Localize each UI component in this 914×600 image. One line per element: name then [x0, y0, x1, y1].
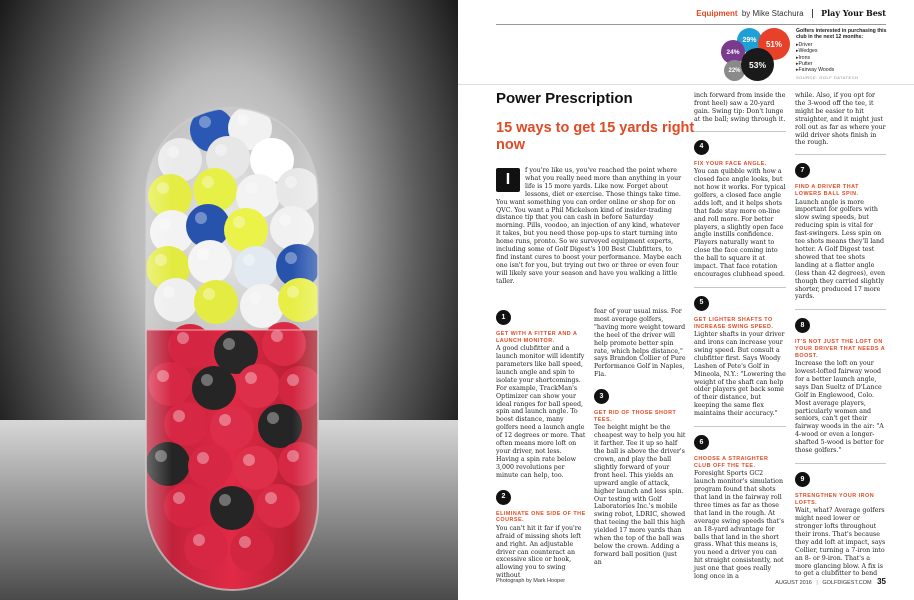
byline: by Mike Stachura: [741, 9, 804, 18]
tip-continued-text: fear of your usual miss. For most average golfers, "having more weight toward the heel of the driver will help promote better spin rate, which helps distance," says Brandon Collier of Pure Performance Golf in Naples, Fla.: [594, 308, 686, 379]
legend-item-wedges: ▸ Wedges: [796, 48, 896, 54]
column-label: Play Your Best: [821, 8, 886, 18]
tip-text: Tee height might be the cheapest way to help you hit it farther. Tee it up so half the ball is above the driver's crown, and play the ball slightly forward of your front heel. This yields an upward angle of attack, higher launch and less spin. Our testing with Golf Laboratories Inc.'s mobile swing robot, LDRIC, showed that teeing the ball this high yielded 17 more yards than when the top of the ball was below the crown. Adding a forward ball position (just an: [594, 424, 686, 566]
article-deck: 15 ways to get 15 yards right now: [496, 120, 695, 153]
tip-text: A good clubfitter and a launch monitor will identify parameters like ball speed, launch angle and spin to isolate your shortcomings. For example, TrackMan's Optimizer can show your ideal ranges for ball speed, spin and launch angle. To boost distance, many golfers need a launch angle of 12 degrees or more. That often means more loft on your driver, not less. Having a spin rate below 3,000 revolutions per minute can help, too.: [496, 345, 586, 479]
column-3: [694, 92, 786, 581]
column-4: [795, 92, 886, 578]
bubble-irons: 24%: [721, 40, 745, 64]
tip-text: Foresight Sports GC2 launch monitor's simulation program found that shots that land in the fairway roll three times as far as those that land in the rough. At average swing speeds that's an 18-yard advantage for balls that land in the short grass. What this means is, you need a driver you can hit straight consistently, not just one that goes really long once in a: [694, 470, 785, 581]
article-intro: I f you're like us, you've reached the point where what you really need more than anything in your life is 15 more yards. Like now. Forget about lessons, diet or exercise. Those things take time. You want something you can order online or shop for on QVC. You want a Phil Mickelson kind of insider-trading distance tip that you can cash in before Saturday morning. Pills, voodoo, an injection of any kind, whatever it takes, but you need those pop-ups to start turning into home runs, pronto. So we surveyed equipment experts, including some of Golf Digest's 100 Best Clubfitters, to find instant cures to boost your performance. Maybe each one isn't for you, but trying out two or three or even four will likely save your season and have you walking a little taller.: [496, 167, 682, 285]
tip-number: 9: [795, 472, 810, 487]
legend-item-driver: ▸ Driver: [796, 42, 896, 48]
tip-title: ELIMINATE ONE SIDE OF THE COURSE.: [496, 510, 586, 524]
tip-text: Lighter shafts in your driver and irons can increase your swing speed. But consult a clubfitter first. Says Woody Lashen of Pete's Golf in Mineola, N.Y.: "Lowering the weight of the shaft can help older players get back some of their distance, but keeping the same flex maintains their accuracy.": [694, 331, 786, 418]
drop-cap: I: [496, 168, 520, 192]
tip-text: Increase the loft on your lowest-lofted fairway wood for a better launch angle, says Dan Sueltz of D'Lance Golf in Englewood, Colo. Most average players, particularly women and seniors, can't get their fairway woods in the air: "A 4-wood or even a longer-shafted 5-wood is better for those golfers.": [795, 360, 884, 455]
bubble-fairway-woods: 53%: [741, 48, 774, 81]
tip-number: 7: [795, 163, 810, 178]
tip-title: GET LIGHTER SHAFTS TO INCREASE SWING SPEED.: [694, 316, 774, 330]
tip-title: FIX YOUR FACE ANGLE.: [694, 160, 767, 167]
tip-text: You can quibble with how a closed face angle looks, but not how it works. For typical golfers, a closed face angle adds loft, and it helps shots that fade stay more on-line and roll more. For better players, a slightly open face angle instills confidence. Players naturally want to close the face coming into the ball to square it at impact. That face rotation encourages clubhead speed.: [694, 168, 786, 278]
tip-title: STRENGTHEN YOUR IRON LOFTS.: [795, 492, 875, 506]
chart-legend: [796, 28, 896, 81]
chart-title: Golfers interested in purchasing this club in the next 12 months:: [796, 28, 887, 41]
issue-date: AUGUST 2016: [775, 580, 812, 586]
chart-divider: [458, 84, 914, 85]
tip-number: 1: [496, 310, 511, 325]
photo-credit: Photograph by Mark Hooper: [496, 578, 566, 584]
tip-number: 4: [694, 140, 709, 155]
page-header: [458, 8, 886, 24]
tip-text: Launch angle is more important for golfers with slow swing speeds, but reducing spin is vital for fast-swingers. Less spin on tee shots means they'll land hotter. A Golf Digest test showed that tee shots landing at a flatter angle (less than 42 degrees), even though they carried slightly shorter, produced 17 more yards.: [795, 198, 886, 301]
page-number: 35: [877, 577, 886, 586]
tip-number: 2: [496, 490, 511, 505]
tip-title: IT'S NOT JUST THE LOFT ON YOUR DRIVER THAT NEEDS A BOOST.: [795, 339, 885, 359]
bubble-driver: 51%: [758, 28, 790, 60]
tip-title: GET RID OF THOSE SHORT TEES.: [594, 410, 677, 423]
tip-number: 3: [594, 389, 609, 404]
tip-title: FIND A DRIVER THAT LOWERS BALL SPIN.: [795, 184, 859, 197]
tip-text: You can't hit it far if you're afraid of missing shots left and right. An adjustable driver can counteract an excessive slice or hook, allowing you to swing without: [496, 524, 582, 580]
page-footer: AUGUST 2016 | GOLFDIGEST.COM 35: [775, 577, 886, 586]
tip-number: 5: [694, 296, 709, 311]
legend-item-putter: ▸ Putter: [796, 61, 896, 67]
tip-continued-text: inch forward from inside the front heel) saw a 20-yard gain. Swing tip: Don't lunge at the ball; swing through it.: [694, 92, 786, 123]
tip-title: GET WITH A FITTER AND A LAUNCH MONITOR.: [496, 331, 578, 344]
header-rule: [496, 24, 886, 25]
article-title: Power Prescription: [496, 90, 633, 107]
legend-item-fairway-woods: ▸ Fairway Woods: [796, 67, 896, 73]
bubble-wedges: 29%: [737, 28, 762, 53]
bubble-putter: 22%: [724, 60, 745, 81]
tip-text: Wait, what? Average golfers might need lower or stronger lofts throughout their irons. That's because they add loft at impact, says Collier, turning a 7-iron into an 8- or 9-iron. That's a more glancing blow. A fix is to get a clubfitter to bend: [795, 507, 886, 578]
legend-item-irons: ▸ Irons: [796, 55, 896, 61]
chart-source: SOURCE: GOLF DATATECH: [796, 74, 859, 80]
section-label: Equipment: [696, 9, 738, 18]
tip-number: 8: [795, 318, 810, 333]
tip-number: 6: [694, 435, 709, 450]
tip-continued-text: while. Also, if you opt for the 3-wood off the tee, it might be easier to hit straighter, and it might just roll out as far as where your wild driver shots finish in the rough.: [795, 92, 886, 147]
tip-title: CHOOSE A STRAIGHTER CLUB OFF THE TEE.: [694, 456, 769, 469]
column-1: [496, 310, 586, 580]
column-2: [594, 308, 686, 567]
site-name: GOLFDIGEST.COM: [822, 580, 872, 586]
